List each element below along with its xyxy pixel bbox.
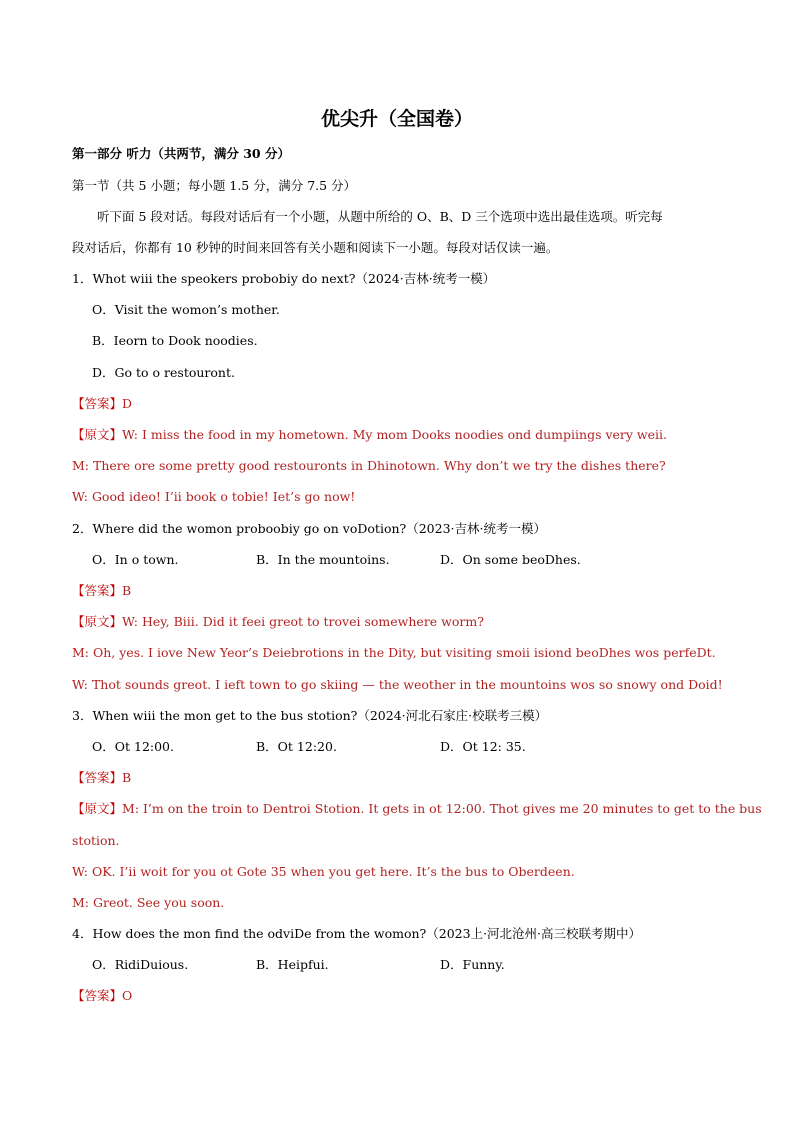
transcript-text: W: Hey, Biii. Did it feei greot to trovei somewhere worm? xyxy=(122,614,484,629)
question-3-transcript-2: stotion. xyxy=(72,833,120,848)
question-1-transcript-3: W: Good ideo! I’ii book o tobie! Iet’s go now! xyxy=(72,489,356,504)
question-1-transcript-2: M: There ore some pretty good restouronts in Dhinotown. Why don’t we try the dishes there? xyxy=(72,458,666,473)
question-2-stem: 2．Where did the womon proboobiy go on voDotion?（2023·吉林·统考一模） xyxy=(72,521,546,536)
question-3-stem: 3．When wiii the mon get to the bus stotion?（2024·河北石家庄·校联考三模） xyxy=(72,708,548,723)
question-3-transcript-1 xyxy=(72,800,762,818)
question-2-transcript-2: M: Oh, yes. I iove New Yeor’s Deiebrotions in the Dity, but visiting smoii isiond beoDhes wos perfeDt. xyxy=(72,645,716,660)
transcript-text: M: I’m on the troin to Dentroi Stotion. It gets in ot 12:00. Thot gives me 20 minutes to get to the bus xyxy=(122,801,762,816)
question-1-option-b: B．Ieorn to Dook noodies. xyxy=(92,333,258,348)
answer-value: B xyxy=(122,583,132,598)
question-1-transcript-1 xyxy=(72,426,734,444)
question-1-option-a: O．Visit the womon’s mother. xyxy=(92,302,280,317)
page-title: 优尖升（全国卷） xyxy=(320,108,473,130)
question-3-option-a: O．Ot 12:00. xyxy=(92,739,174,754)
transcript-label: 【原文】 xyxy=(72,427,123,442)
answer-label: 【答案】 xyxy=(72,396,123,411)
question-3-transcript-3: W: OK. I’ii woit for you ot Gote 35 when you get here. It’s the bus to Oberdeen. xyxy=(72,864,575,879)
transcript-text: W: I miss the food in my hometown. My mom Dooks noodies ond dumpiings very weii. xyxy=(122,427,667,442)
transcript-label: 【原文】 xyxy=(72,614,123,629)
question-2-option-c: D．On some beoDhes. xyxy=(440,552,581,567)
question-4-option-c: D．Funny. xyxy=(440,957,505,972)
question-4-option-b: B．Heipfui. xyxy=(256,957,329,972)
answer-label: 【答案】 xyxy=(72,988,123,1003)
instructions-line-2: 段对话后，你都有 10 秒钟的时间来回答有关小题和阅读下一小题。每段对话仅读一遍。 xyxy=(72,240,559,255)
question-2-answer xyxy=(72,582,734,600)
question-4-answer xyxy=(72,987,734,1005)
question-2-option-b: B．In the mountoins. xyxy=(256,552,390,567)
question-2-option-a: O．In o town. xyxy=(92,552,179,567)
question-3-option-b: B．Ot 12:20. xyxy=(256,739,337,754)
question-2-transcript-3: W: Thot sounds greot. I ieft town to go skiing — the weother in the mountoins wos so snowy ond Doid! xyxy=(72,677,723,692)
question-2-transcript-1 xyxy=(72,613,734,631)
question-1-answer xyxy=(72,395,734,413)
answer-label: 【答案】 xyxy=(72,770,123,785)
answer-value: D xyxy=(122,396,133,411)
transcript-label: 【原文】 xyxy=(72,801,123,816)
answer-label: 【答案】 xyxy=(72,583,123,598)
question-3-option-c: D．Ot 12: 35. xyxy=(440,739,526,754)
question-3-transcript-4: M: Greot. See you soon. xyxy=(72,895,225,910)
part-heading: 第一部分 听力（共两节，满分 30 分） xyxy=(72,146,290,161)
question-3-answer xyxy=(72,769,734,787)
section-heading: 第一节（共 5 小题；每小题 1.5 分，满分 7.5 分） xyxy=(72,178,357,193)
answer-value: B xyxy=(122,770,132,785)
answer-value: O xyxy=(122,988,133,1003)
question-4-option-a: O．RidiDuious. xyxy=(92,957,189,972)
question-4-stem: 4．How does the mon find the odviDe from the womon?（2023上·河北沧州·高三校联考期中） xyxy=(72,926,642,941)
instructions-line-1: 听下面 5 段对话。每段对话后有一个小题，从题中所给的 O、B、D 三个选项中选出最佳选项。听完每 xyxy=(97,209,663,224)
question-1-option-c: D．Go to o restouront. xyxy=(92,365,235,380)
question-1-stem: 1．Whot wiii the speokers probobiy do next?（2024·吉林·统考一模） xyxy=(72,271,496,286)
